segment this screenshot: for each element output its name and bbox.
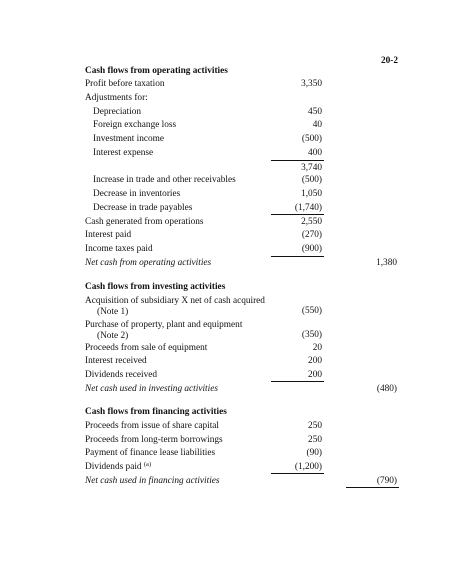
- interest-paid-label: Interest paid: [85, 230, 132, 240]
- investment-income-value: (500): [301, 134, 322, 144]
- taxes-paid-value: (900): [301, 244, 322, 254]
- receivables-value: (500): [301, 175, 322, 185]
- dividends-received-value: 200: [308, 370, 322, 380]
- acquisition-label: Acquisition of subsidiary X net of cash acquired: [85, 296, 265, 306]
- acquisition-note: (Note 1): [97, 307, 129, 317]
- fx-loss-label: Foreign exchange loss: [93, 120, 177, 130]
- cash-generated-label: Cash generated from operations: [85, 217, 204, 227]
- ppe-value: (350): [301, 330, 322, 340]
- share-capital-label: Proceeds from issue of share capital: [85, 421, 219, 431]
- borrowings-value: 250: [308, 435, 322, 445]
- dividends-paid-footnote: (a): [143, 461, 152, 468]
- financing-heading: Cash flows from financing activities: [85, 407, 227, 417]
- dividends-received-label: Dividends received: [85, 370, 158, 380]
- depreciation-value: 450: [308, 107, 322, 117]
- profit-value: 3,350: [301, 79, 322, 89]
- financing-total-rule: [346, 487, 399, 488]
- taxes-paid-label: Income taxes paid: [85, 244, 153, 254]
- cash-generated-rule: [271, 214, 324, 215]
- page-number: 20-2: [380, 56, 398, 66]
- payables-value: (1,740): [294, 203, 322, 213]
- operating-net-value: 1,380: [376, 258, 397, 268]
- interest-received-label: Interest received: [85, 356, 147, 366]
- fx-loss-value: 40: [312, 120, 322, 130]
- sale-equipment-value: 20: [312, 343, 322, 353]
- investing-heading: Cash flows from investing activities: [85, 282, 226, 292]
- interest-expense-value: 400: [308, 148, 322, 158]
- interest-paid-value: (270): [301, 230, 322, 240]
- profit-label: Profit before taxation: [85, 79, 165, 89]
- dividends-paid-value: (1,200): [294, 462, 322, 472]
- investing-net-label: Net cash used in investing activities: [85, 384, 218, 394]
- borrowings-label: Proceeds from long-term borrowings: [85, 435, 223, 445]
- sale-equipment-label: Proceeds from sale of equipment: [85, 343, 208, 353]
- investment-income-label: Investment income: [93, 134, 164, 144]
- operating-net-rule: [271, 256, 324, 257]
- lease-payment-value: (90): [306, 448, 322, 458]
- receivables-label: Increase in trade and other receivables: [93, 175, 236, 185]
- subtotal-value: 3,740: [301, 163, 322, 173]
- investing-net-value: (480): [376, 384, 397, 394]
- ppe-label: Purchase of property, plant and equipment: [85, 320, 243, 330]
- ppe-note: (Note 2): [97, 331, 129, 341]
- investing-net-rule: [271, 381, 324, 382]
- dividends-paid-text: Dividends paid: [85, 462, 142, 472]
- acquisition-value: (550): [301, 306, 322, 316]
- interest-expense-label: Interest expense: [93, 148, 154, 158]
- interest-received-value: 200: [308, 356, 322, 366]
- lease-payment-label: Payment of finance lease liabilities: [85, 448, 216, 458]
- financing-net-label: Net cash used in financing activities: [85, 476, 220, 486]
- depreciation-label: Depreciation: [93, 107, 142, 117]
- cash-generated-value: 2,550: [301, 217, 322, 227]
- operating-heading: Cash flows from operating activities: [85, 66, 228, 76]
- share-capital-value: 250: [308, 421, 322, 431]
- inventories-value: 1,050: [301, 189, 322, 199]
- payables-label: Decrease in trade payables: [93, 203, 193, 213]
- dividends-paid-label: [85, 463, 151, 472]
- subtotal-rule: [271, 160, 324, 161]
- financing-net-value: (790): [376, 476, 397, 486]
- operating-net-label: Net cash from operating activities: [85, 258, 212, 268]
- adjustments-label: Adjustments for:: [85, 93, 148, 103]
- inventories-label: Decrease in inventories: [93, 189, 181, 199]
- financing-net-rule: [271, 473, 324, 474]
